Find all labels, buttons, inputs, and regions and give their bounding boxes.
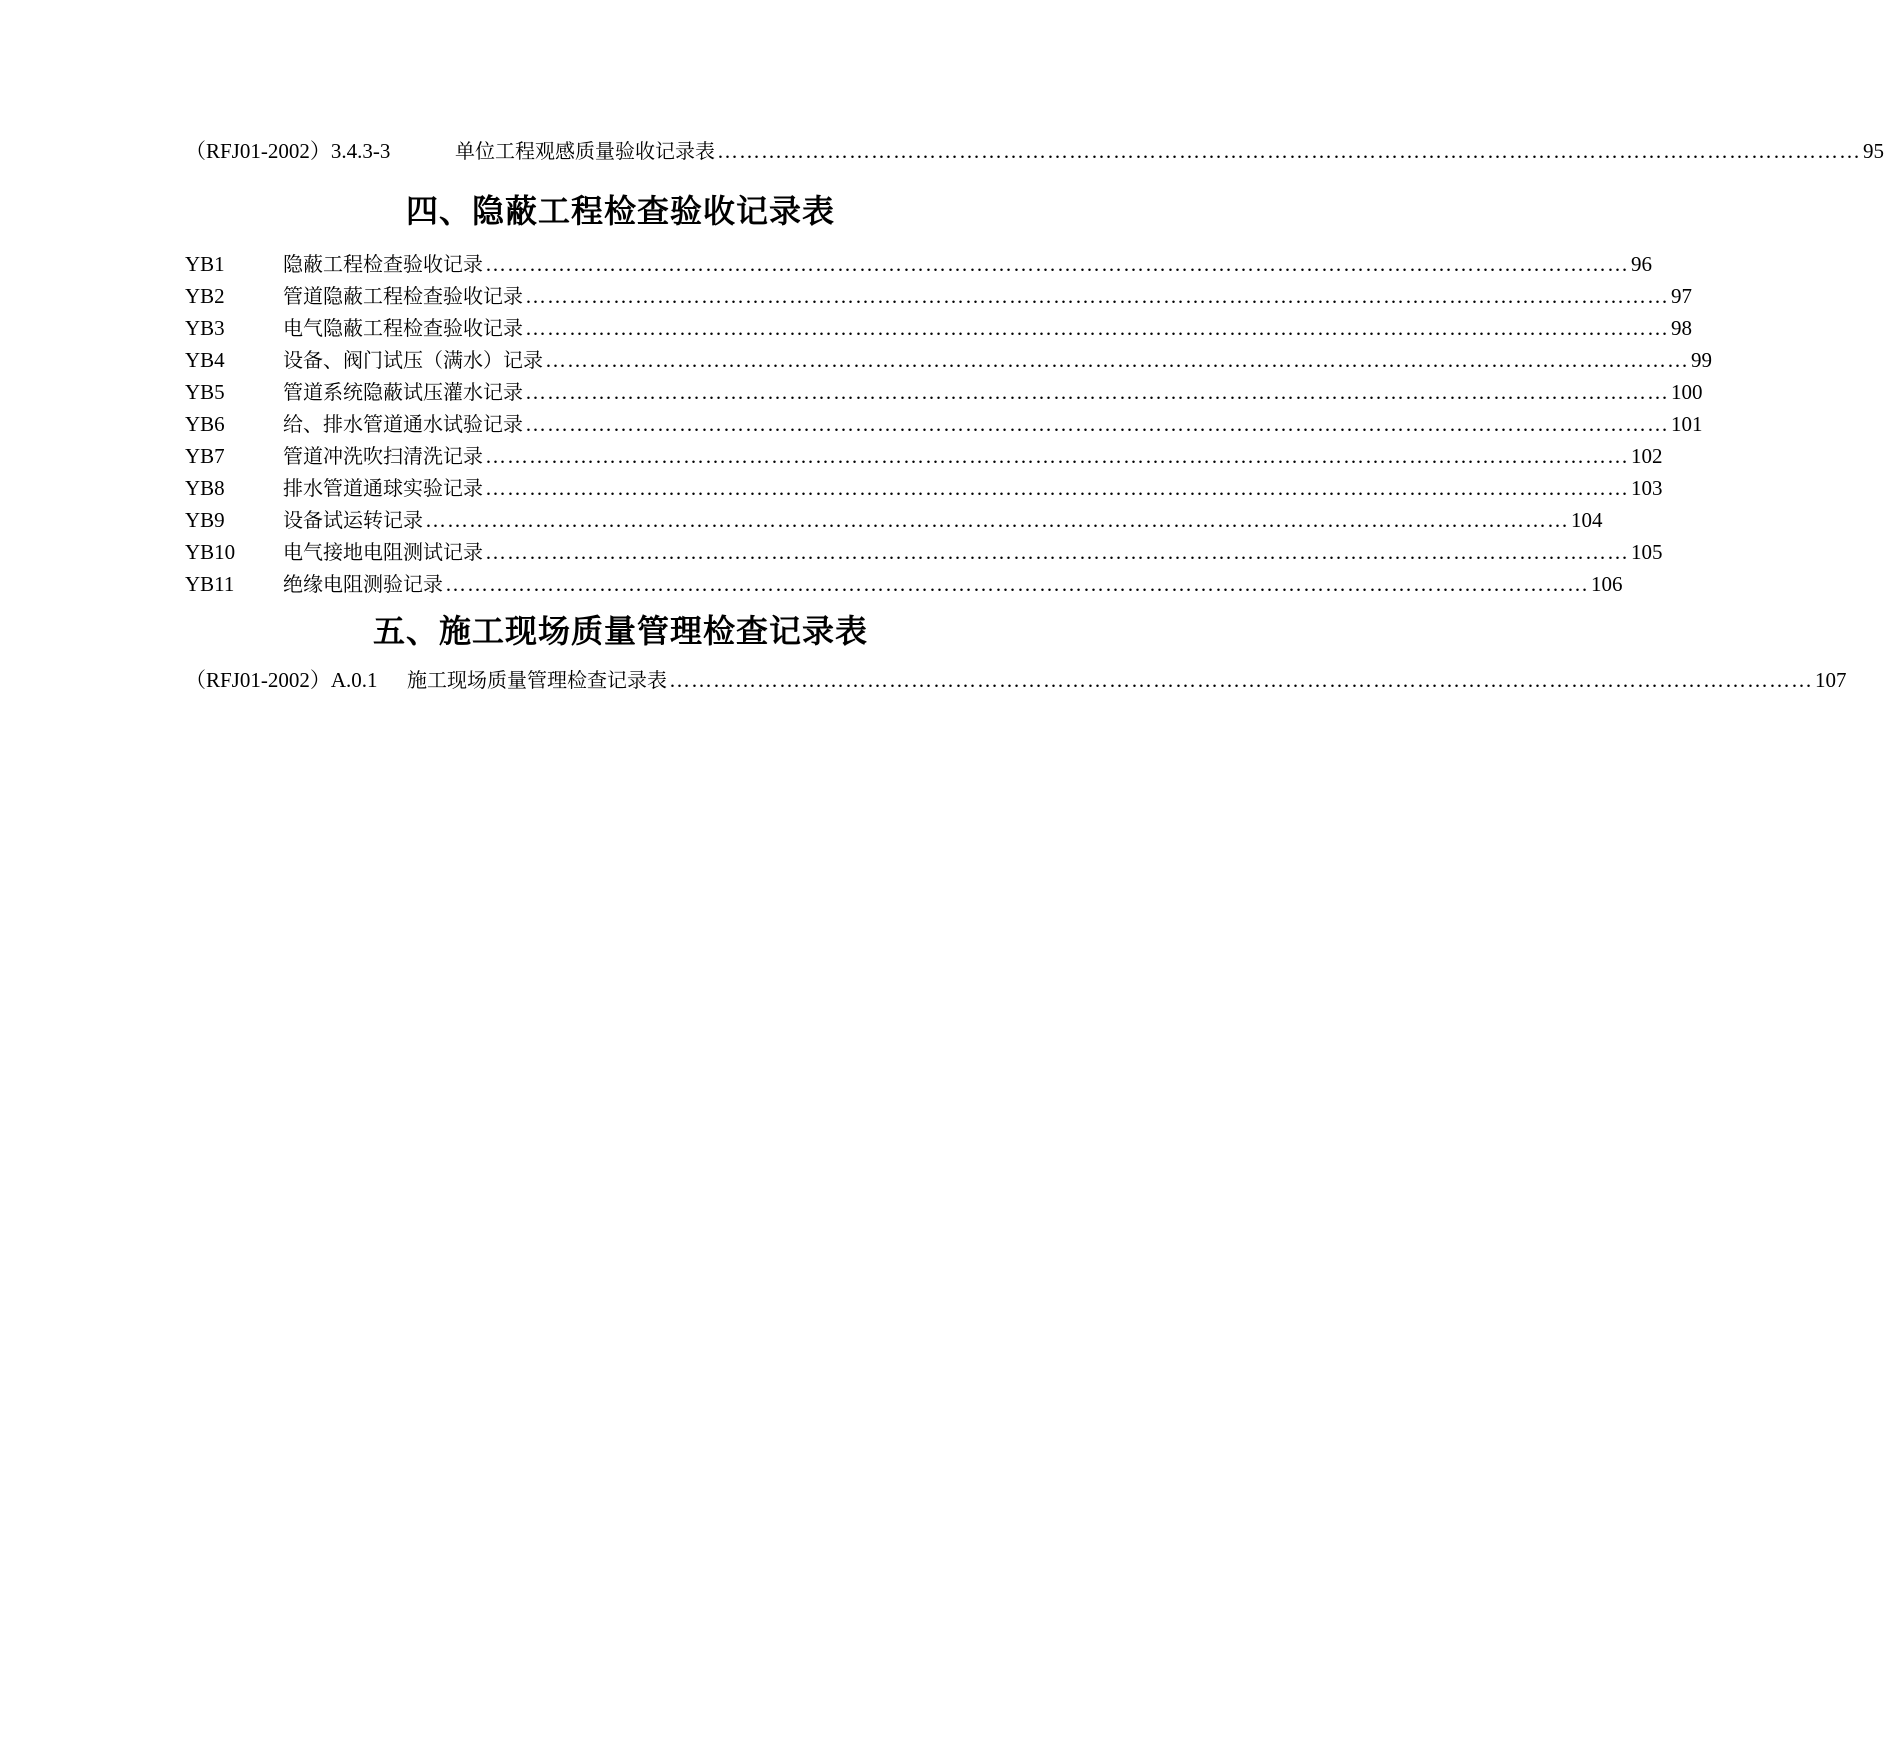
toc-code: YB8 xyxy=(185,476,225,500)
toc-code: YB9 xyxy=(185,508,225,532)
toc-title: 施工现场质量管理检查记录表 xyxy=(407,668,667,692)
toc-page-number: 105 xyxy=(1631,540,1663,564)
toc-title: 给、排水管道通水试验记录 xyxy=(283,412,523,436)
toc-leader: ………………………………………………………………………………………………………………………………………… xyxy=(545,348,1689,372)
toc-entry[interactable] xyxy=(185,250,1652,278)
toc-entry[interactable] xyxy=(185,506,1603,534)
toc-title: 设备试运转记录 xyxy=(283,508,423,532)
toc-code: YB6 xyxy=(185,412,225,436)
toc-leader: ………………………………………………………………………………………………………………………………………… xyxy=(525,316,1669,340)
toc-entry[interactable] xyxy=(185,378,1703,406)
toc-code: （RFJ01-2002）3.4.3-3 xyxy=(185,139,391,163)
toc-code: YB5 xyxy=(185,380,225,404)
section-heading: 四、隐蔽工程检查验收记录表 xyxy=(405,192,835,230)
toc-code: YB3 xyxy=(185,316,225,340)
toc-page-number: 106 xyxy=(1591,572,1623,596)
toc-leader: ………………………………………………………………………………………………………………………………………… xyxy=(485,252,1629,276)
toc-entry[interactable] xyxy=(185,570,1623,598)
toc-title: 管道系统隐蔽试压灌水记录 xyxy=(283,380,523,404)
toc-leader: ………………………………………………………………………………………………………………………………………… xyxy=(525,284,1669,308)
toc-code: （RFJ01-2002）A.0.1 xyxy=(185,668,378,692)
toc-leader: ………………………………………………………………………………………………………………………………………… xyxy=(525,380,1669,404)
toc-entry[interactable] xyxy=(185,538,1663,566)
toc-title: 绝缘电阻测验记录 xyxy=(283,572,443,596)
toc-page-number: 96 xyxy=(1631,252,1652,276)
toc-code: YB1 xyxy=(185,252,225,276)
toc-leader: ………………………………………………………………………………………………………………………………………… xyxy=(445,572,1589,596)
toc-page-number: 99 xyxy=(1691,348,1712,372)
toc-entry[interactable] xyxy=(185,282,1692,310)
toc-page-number: 107 xyxy=(1815,668,1847,692)
toc-entry[interactable] xyxy=(185,314,1692,342)
toc-page-number: 104 xyxy=(1571,508,1603,532)
toc-page-number: 97 xyxy=(1671,284,1692,308)
toc-leader: ………………………………………………………………………………………………………………………………………… xyxy=(485,444,1629,468)
toc-title: 电气接地电阻测试记录 xyxy=(283,540,483,564)
toc-title: 单位工程观感质量验收记录表 xyxy=(455,139,715,163)
toc-title: 电气隐蔽工程检查验收记录 xyxy=(283,316,523,340)
toc-entry[interactable] xyxy=(185,666,1847,694)
toc-code: YB2 xyxy=(185,284,225,308)
toc-page-number: 103 xyxy=(1631,476,1663,500)
toc-code: YB7 xyxy=(185,444,225,468)
toc-entry[interactable] xyxy=(185,442,1663,470)
toc-title: 排水管道通球实验记录 xyxy=(283,476,483,500)
toc-page-number: 100 xyxy=(1671,380,1703,404)
toc-entry[interactable] xyxy=(185,410,1703,438)
section-heading: 五、施工现场质量管理检查记录表 xyxy=(372,612,868,650)
toc-leader: ………………………………………………………………………………………………………………………………………… xyxy=(425,508,1569,532)
toc-leader: ………………………………………………………………………………………………………………………………………… xyxy=(525,412,1669,436)
toc-page-number: 95 xyxy=(1863,139,1884,163)
toc-leader: ………………………………………………………………………………………………………………………………………… xyxy=(717,139,1861,163)
toc-title: 管道隐蔽工程检查验收记录 xyxy=(283,284,523,308)
toc-page-number: 101 xyxy=(1671,412,1703,436)
toc-code: YB10 xyxy=(185,540,236,564)
toc-page-number: 98 xyxy=(1671,316,1692,340)
toc-page-number: 102 xyxy=(1631,444,1663,468)
toc-entry[interactable] xyxy=(185,137,1884,165)
toc-entry[interactable] xyxy=(185,346,1712,374)
toc-title: 管道冲洗吹扫清洗记录 xyxy=(283,444,483,468)
toc-leader: ………………………………………………………………………………………………………………………………………… xyxy=(485,540,1629,564)
toc-code: YB4 xyxy=(185,348,225,372)
toc-leader: ………………………………………………………………………………………………………………………………………… xyxy=(669,668,1813,692)
toc-title: 设备、阀门试压（满水）记录 xyxy=(283,348,543,372)
toc-title: 隐蔽工程检查验收记录 xyxy=(283,252,483,276)
toc-entry[interactable] xyxy=(185,474,1663,502)
toc-code: YB11 xyxy=(185,572,235,596)
toc-leader: ………………………………………………………………………………………………………………………………………… xyxy=(485,476,1629,500)
